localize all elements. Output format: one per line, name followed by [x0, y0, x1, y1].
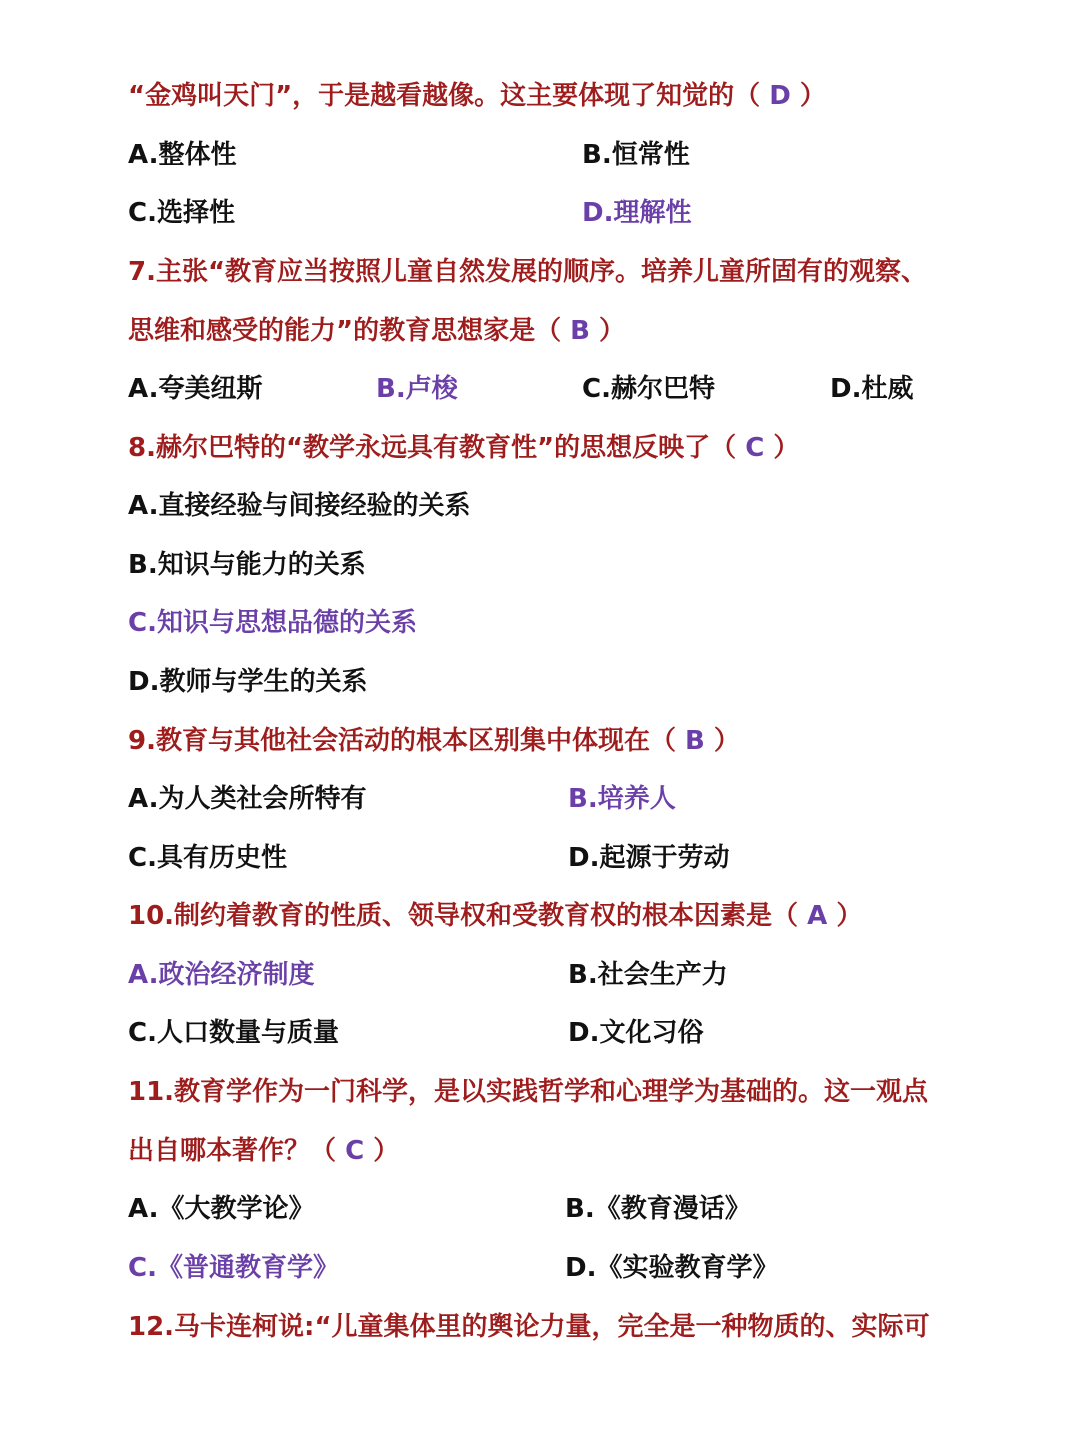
question-10-options-row-2: [128, 1013, 960, 1053]
bracket-close: ）: [836, 901, 863, 931]
option-c: C.赫尔巴特: [582, 374, 715, 404]
answer-letter: C: [345, 1136, 365, 1166]
question-text: 10.制约着教育的性质、领导权和受教育权的根本因素是（: [128, 901, 799, 931]
option-b: B.知识与能力的关系: [128, 550, 366, 580]
question-7-options: [128, 369, 960, 409]
question-text: 思维和感受的能力”的教育思想家是（: [128, 316, 562, 346]
answer-letter: B: [570, 316, 590, 346]
question-9-options-row-2: [128, 838, 960, 878]
option-c-correct: C.知识与思想品德的关系: [128, 608, 417, 638]
option-d: D.《实验教育学》: [565, 1253, 779, 1283]
option-d: D.教师与学生的关系: [128, 667, 368, 697]
option-d: D.杜威: [830, 374, 914, 404]
answer-letter: B: [685, 726, 705, 756]
option-b-correct: B.卢梭: [376, 374, 458, 404]
question-11-stem-line-1: [128, 1072, 960, 1112]
question-text: 8.赫尔巴特的“教学永远具有教育性”的思想反映了（: [128, 433, 737, 463]
question-text: 7.主张“教育应当按照儿童自然发展的顺序。培养儿童所固有的观察、: [128, 257, 928, 287]
option-b: B.《教育漫话》: [565, 1194, 751, 1224]
question-9-options-row-1: [128, 779, 960, 819]
question-7-stem-line-1: [128, 252, 960, 292]
option-a: A.夸美纽斯: [128, 374, 263, 404]
question-11-stem-line-2: [128, 1131, 960, 1171]
option-b-correct: B.培养人: [568, 784, 676, 814]
option-b: B.恒常性: [582, 140, 690, 170]
question-8-option-b: [128, 545, 960, 585]
question-11-options-row-1: [128, 1189, 960, 1229]
option-c: C.选择性: [128, 198, 235, 228]
question-8-option-d: [128, 662, 960, 702]
option-a: A.《大教学论》: [128, 1194, 315, 1224]
question-10-stem: [128, 896, 960, 936]
question-8-option-a: [128, 486, 960, 526]
answer-letter: C: [745, 433, 765, 463]
question-text: 11.教育学作为一门科学，是以实践哲学和心理学为基础的。这一观点: [128, 1077, 929, 1107]
question-6-options-row-2: [128, 193, 960, 233]
question-11-options-row-2: [128, 1248, 960, 1288]
bracket-close: ）: [799, 81, 826, 111]
question-8-stem: [128, 428, 960, 468]
option-c: C.人口数量与质量: [128, 1018, 339, 1048]
answer-letter: A: [807, 901, 828, 931]
question-text: “金鸡叫天门”，于是越看越像。这主要体现了知觉的（: [128, 81, 761, 111]
question-7-stem-line-2: [128, 311, 960, 351]
question-9-stem: [128, 721, 960, 761]
question-text: 出自哪本著作？（: [128, 1136, 337, 1166]
option-d: D.起源于劳动: [568, 843, 730, 873]
option-b: B.社会生产力: [568, 960, 728, 990]
question-8-option-c: [128, 603, 960, 643]
question-10-options-row-1: [128, 955, 960, 995]
option-c-correct: C.《普通教育学》: [128, 1253, 339, 1283]
option-a: A.为人类社会所特有: [128, 784, 367, 814]
bracket-close: ）: [373, 1136, 400, 1166]
option-a: A.直接经验与间接经验的关系: [128, 491, 471, 521]
option-d: D.文化习俗: [568, 1018, 704, 1048]
question-12-stem-line-1: [128, 1307, 960, 1347]
question-6-options-row-1: [128, 135, 960, 175]
option-a-correct: A.政治经济制度: [128, 960, 315, 990]
bracket-close: ）: [599, 316, 626, 346]
option-c: C.具有历史性: [128, 843, 287, 873]
question-6-stem: [128, 76, 960, 116]
bracket-close: ）: [773, 433, 800, 463]
bracket-close: ）: [713, 726, 740, 756]
answer-letter: D: [769, 81, 791, 111]
option-a: A.整体性: [128, 140, 237, 170]
option-d-correct: D.理解性: [582, 198, 692, 228]
question-text: 12.马卡连柯说:“儿童集体里的舆论力量，完全是一种物质的、实际可: [128, 1312, 930, 1342]
question-text: 9.教育与其他社会活动的根本区别集中体现在（: [128, 726, 676, 756]
